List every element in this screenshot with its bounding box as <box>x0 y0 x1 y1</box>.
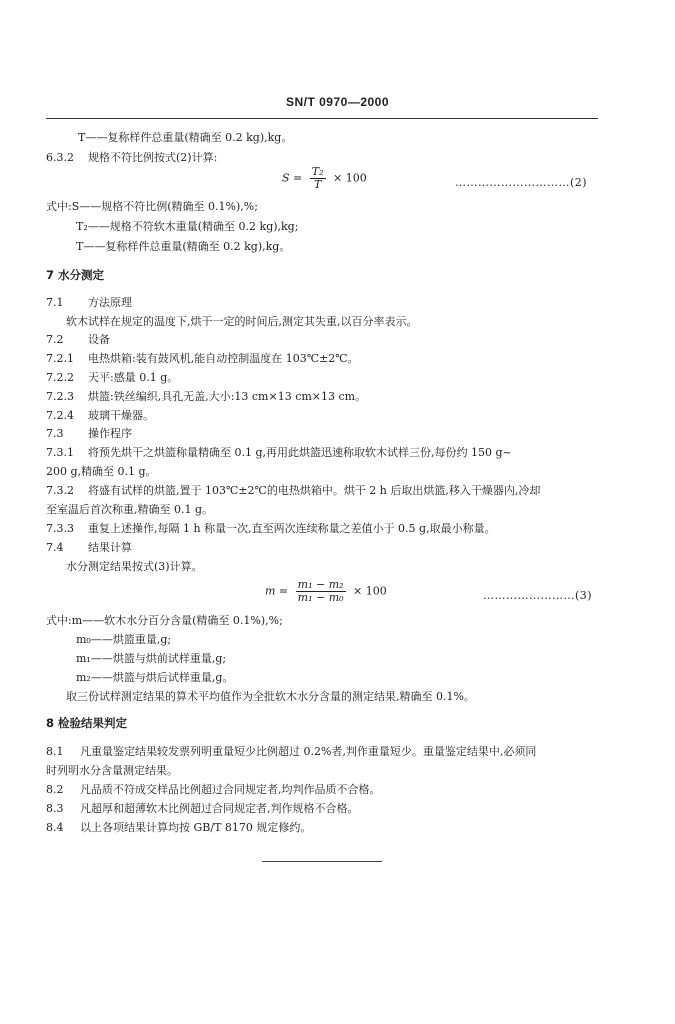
formula-fraction <box>296 579 346 604</box>
clause-number: 7.3.3 <box>46 522 74 535</box>
clause-8-4 <box>46 821 311 835</box>
clause-number: 7.3.2 <box>46 484 74 497</box>
clause-number: 7.1 <box>46 296 64 309</box>
fraction-denominator: T <box>313 178 322 191</box>
clause-text: 电热烘箱:装有鼓风机,能自动控制温度在 103℃±2℃。 <box>88 352 359 365</box>
paragraph: 软木试样在规定的温度下,烘干一定的时间后,测定其失重,以百分率表示。 <box>66 315 418 328</box>
clause-title: 设备 <box>88 333 110 346</box>
where-line: T——复称样件总重量(精确至 0.2 kg),kg。 <box>76 240 291 253</box>
clause-number: 7.3.1 <box>46 446 74 459</box>
clause-6-3-2 <box>46 151 217 165</box>
fraction-numerator: m₁ − m₂ <box>297 578 344 591</box>
clause-text: 将盛有试样的烘篮,置于 103℃±2℃的电热烘箱中。烘干 2 h 后取出烘篮,移入干燥器内,冷却 <box>88 484 541 497</box>
clause-title: 方法原理 <box>88 296 132 309</box>
clause-continuation: 时列明水分含量测定结果。 <box>46 764 178 777</box>
clause-text: 玻璃干燥器。 <box>88 409 154 422</box>
clause-number: 8.1 <box>46 745 64 758</box>
clause-text: 凡重量鉴定结果较发票列明重量短少比例超过 0.2%者,判作重量短少。重量鉴定结果中,必须同 <box>80 745 537 758</box>
clause-7-1 <box>46 296 132 310</box>
end-rule <box>262 861 382 862</box>
clause-text: 天平:感量 0.1 g。 <box>88 371 179 384</box>
clause-8-3 <box>46 802 359 816</box>
clause-title: 操作程序 <box>88 427 132 440</box>
fraction-numerator: T₂ <box>311 165 324 178</box>
clause-number: 6.3.2 <box>46 151 74 164</box>
clause-7-2-1 <box>46 352 359 366</box>
clause-title: 结果计算 <box>88 541 132 554</box>
clause-7-2-2 <box>46 371 178 385</box>
where-line: m₂——烘篮与烘后试样重量,g。 <box>76 671 234 684</box>
clause-text: 将预先烘干之烘篮称量精确至 0.1 g,再用此烘篮迅速称取软木试样三份,每份约 150 g~ <box>88 446 512 459</box>
clause-7-4 <box>46 541 132 555</box>
clause-text: 凡品质不符成交样品比例超过合同规定者,均判作品质不合格。 <box>80 783 381 796</box>
fraction-denominator: m₁ − m₀ <box>297 591 344 604</box>
where-line: 式中:m——软木水分百分含量(精确至 0.1%),%; <box>46 614 283 627</box>
formula-lhs: S = <box>282 171 303 185</box>
clause-text: 烘篮:铁丝编织,具孔无盖,大小:13 cm×13 cm×13 cm。 <box>88 390 367 403</box>
clause-8-2 <box>46 783 381 797</box>
formula-lhs: m = <box>265 584 289 598</box>
clause-7-2-4 <box>46 409 154 423</box>
clause-8-1 <box>46 745 536 759</box>
formula-tag: …………………………(2) <box>455 176 588 189</box>
clause-number: 7.2.2 <box>46 371 74 384</box>
clause-number: 8.3 <box>46 802 64 815</box>
clause-number: 7.3 <box>46 427 64 440</box>
formula-3 <box>265 579 387 604</box>
section-heading-8: 8 检验结果判定 <box>46 716 128 730</box>
paragraph: 水分测定结果按式(3)计算。 <box>66 560 203 573</box>
clause-number: 8.4 <box>46 821 64 834</box>
formula-2 <box>282 166 367 191</box>
clause-7-3-1 <box>46 446 512 460</box>
section-heading-7: 7 水分测定 <box>46 268 105 282</box>
clause-continuation: 至室温后首次称重,精确至 0.1 g。 <box>46 503 214 516</box>
header-rule <box>46 118 598 119</box>
clause-number: 7.2 <box>46 333 64 346</box>
clause-number: 7.4 <box>46 541 64 554</box>
formula-fraction <box>310 166 326 191</box>
where-line: T₂——规格不符软木重量(精确至 0.2 kg),kg; <box>76 220 299 233</box>
formula-rest: × 100 <box>353 584 387 598</box>
clause-text: 规格不符比例按式(2)计算: <box>88 151 218 164</box>
clause-number: 8.2 <box>46 783 64 796</box>
clause-7-2 <box>46 333 110 347</box>
formula-tag: ……………………(3) <box>483 589 593 602</box>
clause-text: 凡超厚和超薄软木比例超过合同规定者,判作规格不合格。 <box>80 802 359 815</box>
clause-7-3 <box>46 427 132 441</box>
clause-number: 7.2.1 <box>46 352 74 365</box>
clause-number: 7.2.4 <box>46 409 74 422</box>
clause-number: 7.2.3 <box>46 390 74 403</box>
page-header: SN/T 0970—2000 <box>285 95 390 109</box>
clause-7-2-3 <box>46 390 366 404</box>
legend-line: T——复称样件总重量(精确至 0.2 kg),kg。 <box>78 131 293 144</box>
where-line: 式中:S——规格不符比例(精确至 0.1%),%; <box>46 200 258 213</box>
clause-text: 重复上述操作,每隔 1 h 称量一次,直至两次连续称量之差值小于 0.5 g,取最小称量。 <box>88 522 496 535</box>
where-line: m₁——烘篮与烘前试样重量,g; <box>76 652 227 665</box>
clause-continuation: 200 g,精确至 0.1 g。 <box>46 465 157 478</box>
paragraph: 取三份试样测定结果的算术平均值作为全批软木水分含量的测定结果,精确至 0.1%。 <box>66 690 475 703</box>
where-line: m₀——烘篮重量,g; <box>76 633 172 646</box>
clause-7-3-3 <box>46 522 496 536</box>
clause-text: 以上各项结果计算均按 GB/T 8170 规定修约。 <box>80 821 312 834</box>
clause-7-3-2 <box>46 484 540 498</box>
formula-rest: × 100 <box>333 171 367 185</box>
